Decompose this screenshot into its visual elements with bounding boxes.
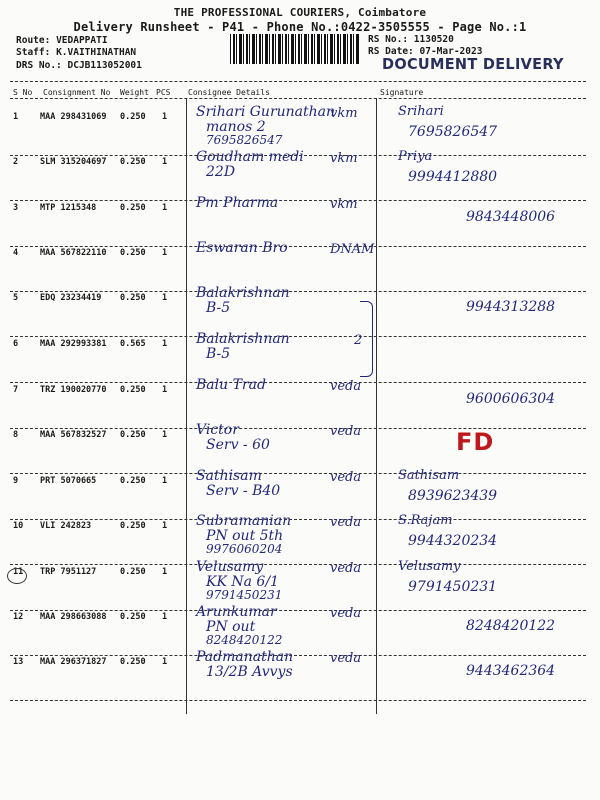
row-consignment-no: MAA 567822110 — [40, 248, 107, 258]
rs-date-label: RS Date: — [368, 46, 414, 57]
consignee-area-note: vkm — [330, 106, 358, 121]
row-divider — [10, 473, 586, 474]
row-consignment-no: EDQ 23234419 — [40, 293, 102, 303]
table-row — [0, 285, 600, 338]
col-weight: Weight — [120, 88, 149, 97]
col-consignment: Consignment No — [43, 88, 111, 97]
table-row — [0, 149, 600, 202]
row-weight: 0.250 — [120, 157, 146, 167]
signature-phone: 8939623439 — [408, 488, 498, 504]
row-consignment-no: MAA 298663088 — [40, 612, 107, 622]
consignee-area-note: 2 — [354, 333, 363, 348]
row-weight: 0.250 — [120, 521, 146, 531]
table-row — [0, 513, 600, 566]
consignee-handwriting: Eswaran Bro — [196, 240, 288, 256]
signature-name: S.Rajam — [398, 513, 453, 528]
drs-line — [16, 60, 142, 71]
consignee-handwriting: 8248420122 — [206, 633, 283, 647]
consignee-handwriting: 9976060204 — [206, 542, 283, 556]
row-pcs: 1 — [162, 112, 168, 122]
consignee-handwriting: Subramanian — [196, 513, 292, 529]
signature-phone: 9944313288 — [466, 299, 556, 315]
row-divider — [10, 610, 586, 611]
row-divider — [10, 519, 586, 520]
rs-no-line — [368, 34, 454, 45]
table-row — [0, 559, 600, 612]
consignee-handwriting: Velusamy — [196, 559, 264, 575]
row-consignment-no: MAA 292993381 — [40, 339, 107, 349]
signature-phone: 8248420122 — [466, 618, 556, 634]
staff-value: K.VAITHINATHAN — [56, 47, 137, 58]
consignee-handwriting: KK Na 6/1 — [206, 574, 279, 590]
row-sno: 10 — [13, 521, 24, 531]
route-label: Route: — [16, 35, 51, 46]
consignee-area-note: veda — [330, 651, 362, 666]
signature-phone: 9994412880 — [408, 169, 498, 185]
row-sno: 11 — [13, 567, 24, 577]
consignee-handwriting: 13/2B Avvys — [206, 664, 293, 680]
row-sno: 6 — [13, 339, 19, 349]
row-sno: 1 — [13, 112, 19, 122]
consignee-area-note: veda — [330, 515, 362, 530]
consignee-handwriting: Serv - B40 — [206, 483, 281, 499]
table-row — [0, 604, 600, 657]
row-consignment-no: PRT 5070665 — [40, 476, 97, 486]
row-sno: 12 — [13, 612, 24, 622]
row-divider — [10, 200, 586, 201]
consignee-handwriting: Srihari Gurunathan — [196, 104, 336, 120]
row-consignment-no: MAA 298431069 — [40, 112, 107, 122]
row-divider — [10, 291, 586, 292]
col-consignee: Consignee Details — [188, 88, 270, 97]
row-divider — [10, 564, 586, 565]
row-pcs: 1 — [162, 612, 168, 622]
consignee-area-note: veda — [330, 379, 362, 394]
row-divider — [10, 428, 586, 429]
row-weight: 0.250 — [120, 657, 146, 667]
consignee-handwriting: B-5 — [206, 346, 231, 362]
consignee-handwriting: Balakrishnan — [196, 285, 290, 301]
rs-date-line — [368, 46, 482, 57]
row-divider — [10, 700, 586, 701]
company-title: THE PROFESSIONAL COURIERS, Coimbatore — [173, 6, 427, 19]
consignee-handwriting: 9791450231 — [206, 588, 283, 602]
signature-phone: 9944320234 — [408, 533, 498, 549]
row-pcs: 1 — [162, 339, 168, 349]
table-row — [0, 468, 600, 521]
signature-fd-mark: FD — [456, 428, 495, 456]
drs-label: DRS No.: — [16, 60, 62, 71]
row-pcs: 1 — [162, 385, 168, 395]
signature-name: Sathisam — [398, 468, 460, 483]
signature-phone: 9443462364 — [466, 663, 556, 679]
row-weight: 0.250 — [120, 612, 146, 622]
signature-name: Velusamy — [398, 559, 461, 574]
drs-value: DCJB113052001 — [67, 60, 142, 71]
header-top-divider — [10, 81, 586, 82]
consignee-area-note: veda — [330, 606, 362, 621]
consignee-area-note: vkm — [330, 197, 358, 212]
row-divider — [10, 336, 586, 337]
row-weight: 0.250 — [120, 567, 146, 577]
consignee-handwriting: Balu Trad — [196, 377, 266, 393]
table-row — [0, 240, 600, 293]
row-sno: 13 — [13, 657, 24, 667]
staff-label: Staff: — [16, 47, 51, 58]
consignee-handwriting: 7695826547 — [206, 133, 283, 147]
row-5-6-bracket — [360, 301, 373, 377]
consignee-area-note: DNAM — [330, 242, 375, 257]
row-pcs: 1 — [162, 567, 168, 577]
row-sno: 7 — [13, 385, 19, 395]
document-delivery-stamp: DOCUMENT DELIVERY — [382, 56, 564, 74]
header-bottom-divider — [10, 98, 586, 99]
row-consignment-no: MTP 1215348 — [40, 203, 97, 213]
row-weight: 0.250 — [120, 248, 146, 258]
row-consignment-no: SLM 315204697 — [40, 157, 107, 167]
table-row — [0, 377, 600, 430]
row-divider — [10, 655, 586, 656]
row-weight: 0.565 — [120, 339, 146, 349]
row-consignment-no: TRZ 190020770 — [40, 385, 107, 395]
consignee-handwriting: PN out 5th — [206, 528, 284, 544]
row-pcs: 1 — [162, 293, 168, 303]
signature-name: Priya — [398, 149, 433, 164]
row-sno: 8 — [13, 430, 19, 440]
rs-date-value: 07-Mar-2023 — [419, 46, 483, 57]
row-pcs: 1 — [162, 657, 168, 667]
signature-name: Srihari — [398, 104, 444, 119]
route-value: VEDAPPATI — [56, 35, 108, 46]
staff-line — [16, 47, 136, 58]
signature-phone: 9791450231 — [408, 579, 498, 595]
table-row — [0, 649, 600, 702]
consignee-handwriting: Padmanathan — [196, 649, 294, 665]
route-line — [16, 35, 108, 46]
rs-no-value: 1130520 — [413, 34, 454, 45]
row-sno: 3 — [13, 203, 19, 213]
consignee-handwriting: Victor — [196, 422, 239, 438]
row-sno: 9 — [13, 476, 19, 486]
row-consignment-no: MAA 567832527 — [40, 430, 107, 440]
col-pcs: PCS — [156, 88, 171, 97]
consignee-handwriting: B-5 — [206, 300, 231, 316]
rs-no-label: RS No.: — [368, 34, 409, 45]
row-weight: 0.250 — [120, 293, 146, 303]
runsheet-title: Delivery Runsheet - P41 - Phone No.:0422-3505555 - Page No.:1 — [73, 20, 527, 34]
row-consignment-no: MAA 296371827 — [40, 657, 107, 667]
consignee-area-note: vkm — [330, 151, 358, 166]
row-consignment-no: TRP 7951127 — [40, 567, 97, 577]
table-row — [0, 195, 600, 248]
row-weight: 0.250 — [120, 430, 146, 440]
table-row — [0, 331, 600, 384]
row-pcs: 1 — [162, 476, 168, 486]
consignee-handwriting: manos 2 — [206, 119, 266, 135]
consignee-handwriting: PN out — [206, 619, 256, 635]
signature-phone: 9843448006 — [466, 209, 556, 225]
consignee-handwriting: Sathisam — [196, 468, 262, 484]
consignee-area-note: veda — [330, 561, 362, 576]
row-divider — [10, 246, 586, 247]
col-signature: Signature — [380, 88, 424, 97]
col-sno: S No — [13, 88, 33, 97]
row-11-circle-mark — [7, 568, 27, 584]
row-weight: 0.250 — [120, 476, 146, 486]
row-pcs: 1 — [162, 248, 168, 258]
signature-phone: 7695826547 — [408, 124, 498, 140]
consignee-area-note: veda — [330, 470, 362, 485]
row-consignment-no: VLI 242823 — [40, 521, 92, 531]
consignee-handwriting: Goudham medi — [196, 149, 304, 165]
consignee-handwriting: Balakrishnan — [196, 331, 290, 347]
row-weight: 0.250 — [120, 203, 146, 213]
consignee-area-note: veda — [330, 424, 362, 439]
consignee-handwriting: Arunkumar — [196, 604, 277, 620]
row-pcs: 1 — [162, 157, 168, 167]
row-pcs: 1 — [162, 521, 168, 531]
barcode — [230, 34, 360, 64]
table-row — [0, 422, 600, 475]
row-sno: 2 — [13, 157, 19, 167]
signature-phone: 9600606304 — [466, 391, 556, 407]
row-sno: 4 — [13, 248, 19, 258]
consignee-handwriting: Pm Pharma — [196, 195, 279, 211]
row-weight: 0.250 — [120, 385, 146, 395]
consignee-handwriting: Serv - 60 — [206, 437, 270, 453]
row-sno: 5 — [13, 293, 19, 303]
row-divider — [10, 382, 586, 383]
row-pcs: 1 — [162, 203, 168, 213]
row-weight: 0.250 — [120, 112, 146, 122]
row-pcs: 1 — [162, 430, 168, 440]
consignee-handwriting: 22D — [206, 164, 236, 180]
